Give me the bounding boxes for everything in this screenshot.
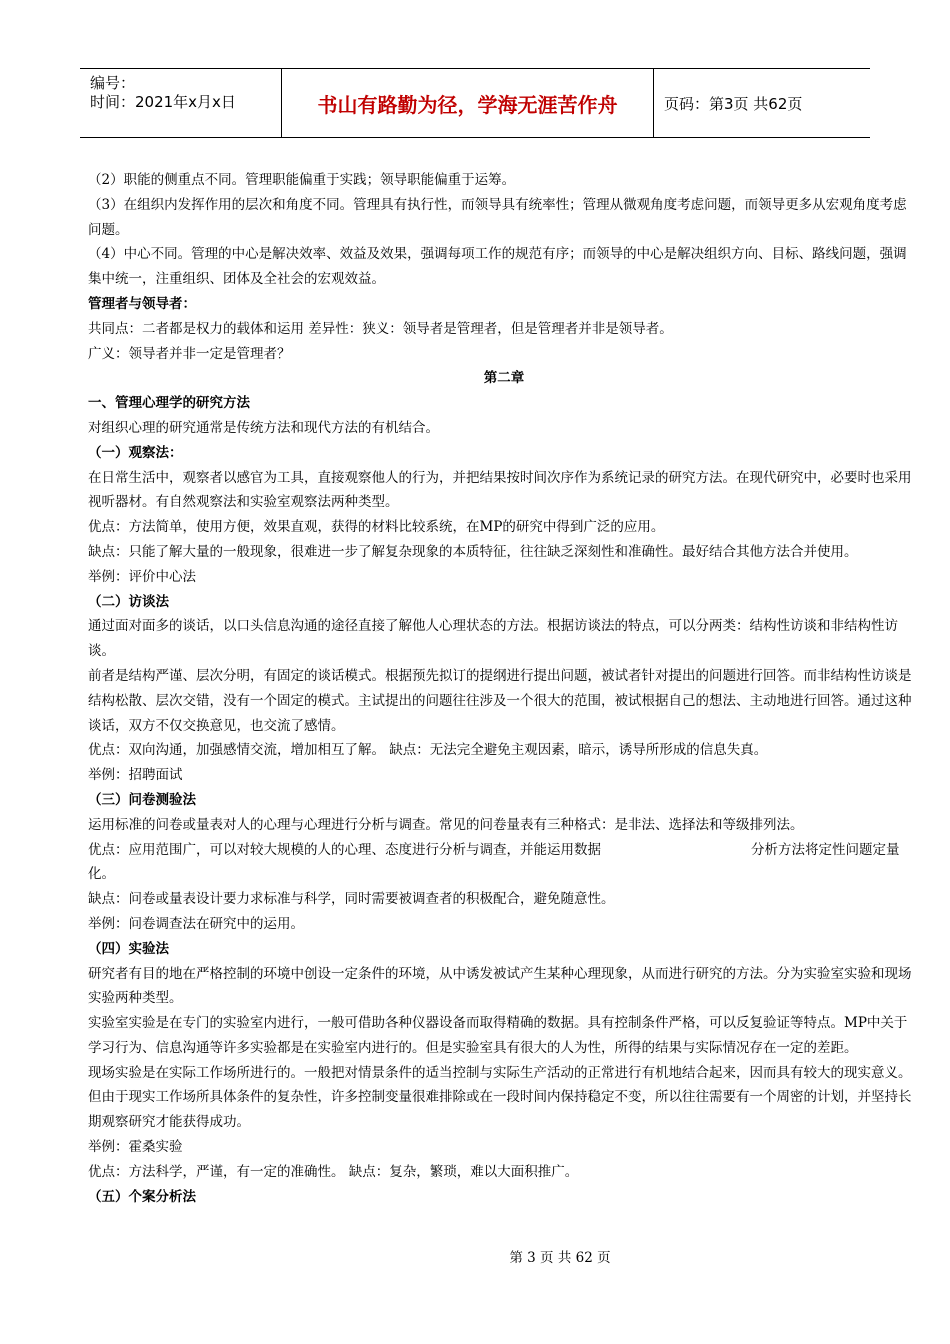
body-paragraph: [88, 838, 920, 888]
body-paragraph: [88, 1011, 920, 1061]
page-footer: 第 3 页 共 62 页: [509, 1250, 611, 1266]
paragraph-text: 前者是结构严谨、层次分明，有固定的谈话模式。根据预先拟订的提纲进行提出问题，被试者针对提出的问题进行回答。而非结构性访谈是结构松散、层次交错，没有一个固定的模式。主试提出的问题往往涉及一个很大的范围，被试根据自己的想法、主动地进行回答。通过这种谈话，双方不仅交换意见，也交流了感情。: [88, 667, 912, 734]
paragraph-text: 举例：霍桑实验: [88, 1139, 183, 1156]
section-heading: [88, 937, 920, 962]
section-heading: [88, 292, 920, 317]
paragraph-text: （五）个案分析法: [88, 1188, 196, 1205]
document-number-label: 编号：: [90, 74, 136, 92]
section-heading: [88, 590, 920, 615]
section-heading: [88, 366, 920, 391]
paragraph-text: 优点：方法科学，严谨，有一定的准确性。 缺点：复杂，繁琐，难以大面积推广。: [88, 1163, 579, 1180]
body-paragraph: [88, 242, 920, 292]
paragraph-text: 举例：评价中心法: [88, 568, 196, 585]
body-paragraph: [88, 515, 920, 540]
section-heading: [88, 441, 920, 466]
paragraph-text: （三）问卷测验法: [88, 791, 196, 808]
body-paragraph: [88, 1135, 920, 1160]
paragraph-text: 管理者与领导者：: [88, 295, 196, 312]
paragraph-text: 研究者有目的地在严格控制的环境中创设一定条件的环境，从中诱发被试产生某种心理现象，从而进行研究的方法。分为实验室实验和现场实验两种类型。: [88, 965, 912, 1007]
body-paragraph: [88, 962, 920, 1012]
paragraph-text: 举例：招聘面试: [88, 767, 183, 784]
body-paragraph: [88, 912, 920, 937]
paragraph-text: 广义：领导者并非一定是管理者？: [88, 345, 291, 362]
section-heading: [88, 1185, 920, 1210]
section-heading: [88, 391, 920, 416]
body-paragraph: [88, 168, 920, 193]
paragraph-text: （一）观察法：: [88, 444, 183, 461]
body-paragraph: [88, 1061, 920, 1135]
body-paragraph: [88, 342, 920, 367]
body-paragraph: [88, 887, 920, 912]
body-paragraph: [88, 664, 920, 738]
paragraph-text: （2）职能的侧重点不同。管理职能偏重于实践；领导职能偏重于运筹。: [88, 172, 516, 188]
page-header: [80, 68, 870, 138]
paragraph-text: 一、管理心理学的研究方法: [88, 395, 250, 412]
section-heading: [88, 788, 920, 813]
paragraph-text: （3）在组织内发挥作用的层次和角度不同。管理具有执行性，而领导具有统率性；管理从微观角度考虑问题，而领导更多从宏观角度考虑问题。: [88, 196, 907, 238]
header-meta-cell: [80, 69, 282, 137]
paragraph-text: （4）中心不同。管理的中心是解决效率、效益及效果，强调每项工作的规范有序；而领导的中心是解决组织方向、目标、路线问题，强调集中统一，注重组织、团体及全社会的宏观效益。: [88, 246, 907, 288]
paragraph-text: 通过面对面多的谈话，以口头信息沟通的途径直接了解他人心理状态的方法。根据访谈法的特点，可以分两类：结构性访谈和非结构性访谈。: [88, 618, 898, 660]
document-date-label: 时间：2021年x月x日: [90, 93, 236, 111]
body-paragraph: [88, 193, 920, 243]
paragraph-text: 缺点：只能了解大量的一般现象，很难进一步了解复杂现象的本质特征，往往缺乏深刻性和准确性。最好结合其他方法合并使用。: [88, 543, 858, 560]
paragraph-text: 运用标准的问卷或量表对人的心理与心理进行分析与调查。常见的问卷量表有三种格式：是非法、选择法和等级排列法。: [88, 816, 804, 833]
paragraph-text: 实验室实验是在专门的实验室内进行，一般可借助各种仪器设备而取得精确的数据。具有控制条件严格，可以反复验证等特点。MP中关于学习行为、信息沟通等许多实验都是在实验室内进行的。但是实验室具有很大的人为性，所得的结果与实际情况存在一定的差距。: [88, 1015, 908, 1056]
document-body: [88, 168, 920, 1209]
body-paragraph: [88, 540, 920, 565]
paragraph-text: 共同点：二者都是权力的载体和运用 差异性：狭义：领导者是管理者，但是管理者并非是领导者。: [88, 320, 673, 337]
paragraph-text: 现场实验是在实际工作场所进行的。一般把对情景条件的适当控制与实际生产活动的正常进行有机地结合起来，因而具有较大的现实意义。但由于现实工作场所具体条件的复杂性，许多控制变量很难排除或在一段时间内保持稳定不变，所以往往需要有一个周密的计划，并坚持长期观察研究才能获得成功。: [88, 1064, 912, 1131]
body-paragraph: [88, 738, 920, 763]
body-paragraph: [88, 763, 920, 788]
header-page-info: 页码：第3页 共62页: [664, 94, 803, 113]
paragraph-text: 优点：应用范围广，可以对较大规模的人的心理、态度进行分析与调查，并能运用数据: [88, 841, 601, 858]
body-paragraph: [88, 614, 920, 664]
body-paragraph: [88, 813, 920, 838]
paragraph-text: （四）实验法: [88, 940, 169, 957]
paragraph-text: 在日常生活中，观察者以感官为工具，直接观察他人的行为，并把结果按时间次序作为系统记录的研究方法。在现代研究中，必要时也采用视听器材。有自然观察法和实验室观察法两种类型。: [88, 469, 912, 511]
paragraph-text: 第二章: [483, 370, 525, 387]
body-paragraph: [88, 565, 920, 590]
paragraph-text: （二）访谈法: [88, 593, 169, 610]
body-paragraph: [88, 317, 920, 342]
paragraph-text: 缺点：问卷或量表设计要力求标准与科学，同时需要被调查者的积极配合，避免随意性。: [88, 891, 615, 908]
body-paragraph: [88, 1160, 920, 1185]
paragraph-text: 对组织心理的研究通常是传统方法和现代方法的有机结合。: [88, 419, 439, 436]
body-paragraph: [88, 466, 920, 516]
paragraph-text: 举例：问卷调查法在研究中的运用。: [88, 915, 304, 932]
body-paragraph: [88, 416, 920, 441]
paragraph-text: 优点：双向沟通，加强感情交流，增加相互了解。 缺点：无法完全避免主观因素，暗示，诱导所形成的信息失真。: [88, 742, 768, 759]
paragraph-text: 优点：方法简单，使用方便，效果直观，获得的材料比较系统，在MP的研究中得到广泛的应用。: [88, 519, 665, 536]
header-motto: 书山有路勤为径，学海无涯苦作舟: [282, 69, 654, 137]
paragraph-text-continued: 分析方法将定性问题定量化。: [88, 841, 900, 883]
